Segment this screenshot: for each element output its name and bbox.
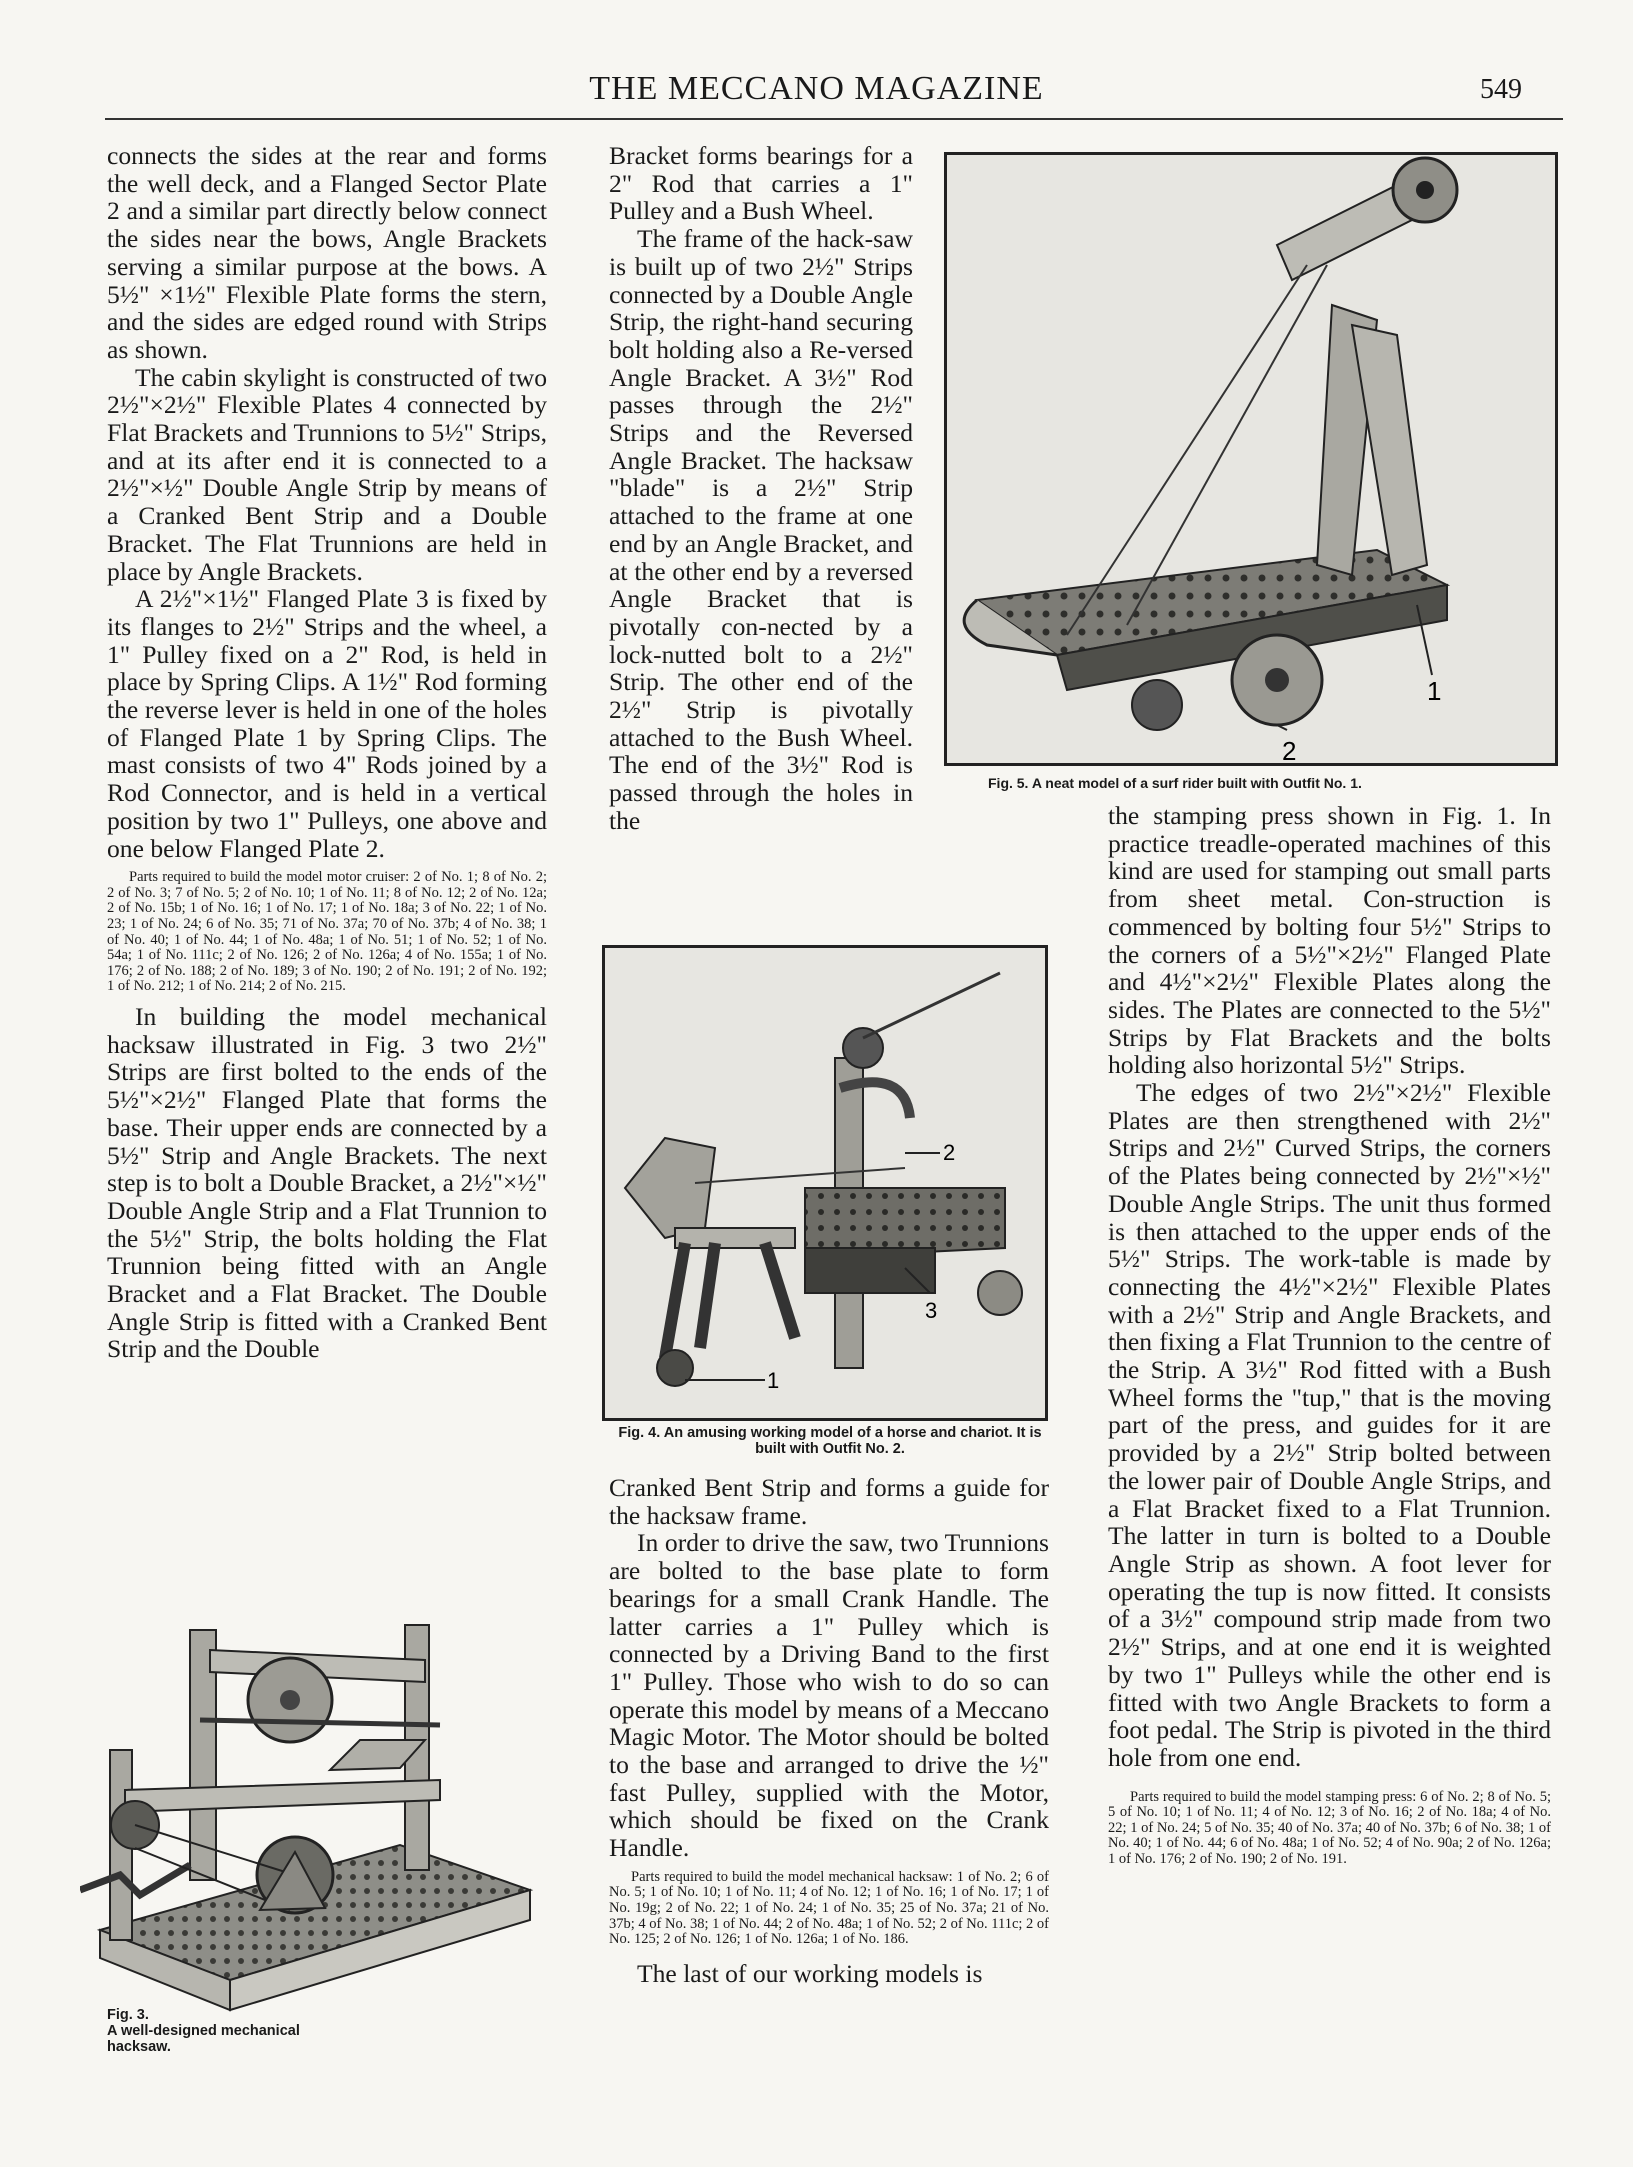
header-rule: [105, 118, 1563, 120]
column-3: [1108, 802, 1551, 1876]
magazine-title: THE MECCANO MAGAZINE: [589, 70, 1044, 107]
page-number: 549: [1480, 74, 1522, 105]
paragraph: In building the model mechanical hacksaw illustrated in Fig. 3 two 2½" Strips are first bolted to the ends of the 5½"×2½" Flanged Plate that forms the base. Their upper ends are connected by a 5½" Strip and Angle Brackets. The next step is to bolt a Double Bracket, a 2½"×½" Double Angle Strip and a Flat Trunnion to the 5½" Strip, the bolts holding the Flat Trunnion being fitted with an Angle Bracket and a Flat Bracket. The Double Angle Strip is fitted with a Cranked Bent Strip and the Double: [107, 1002, 547, 1364]
fig5-label-2: 2: [1282, 736, 1297, 763]
paragraph: the stamping press shown in Fig. 1. In practice treadle-operated machines of this kind are used for stamping out small parts from sheet metal. Con-struction is commenced by bolting four 5½" Strips to the corners of a 5½"×2½" Flanged Plate and 4½"×2½" Flexible Plates along the sides. The Plates are connected to the 5½" Strips by Flat Brackets and the bolts holding also horizontal 5½" Strips.: [1108, 801, 1551, 1080]
fig5-surf-rider-photo: [944, 152, 1558, 766]
fig3-caption: Fig. 3. A well-designed mechanical hacksaw.: [107, 2007, 300, 2055]
paragraph: The frame of the hack-saw is built up of two 2½" Strips connected by a Double Angle Strip, the right-hand securing bolt holding also a Re-versed Angle Bracket. A 3½" Rod passes through the 2½" Strips and the Reversed Angle Bracket. The hacksaw "blade" is a 2½" Strip attached to the frame at one end by an Angle Bracket, and at the other end by a reversed Angle Bracket that is pivotally con-nected by a lock-nutted bolt to a 2½" Strip. The other end of the 2½" Strip is pivotally attached to the Bush Wheel. The end of the 3½" Rod is passed through the holes in the: [609, 224, 913, 835]
parts-list-motor-cruiser: Parts required to build the model motor cruiser: 2 of No. 1; 8 of No. 2; 2 of No. 3; 7 of No. 5; 2 of No. 10; 1 of No. 11; 8 of No. 12; 2 of No. 12a; 2 of No. 15b; 1 of No. 16; 1 of No. 17; 1 of No. 18a; 3 of No. 22; 1 of No. 23; 1 of No. 24; 6 of No. 35; 71 of No. 37a; 70 of No. 37b; 4 of No. 38; 1 of No. 40; 1 of No. 44; 1 of No. 48a; 1 of No. 51; 1 of No. 52; 1 of No. 54a; 1 of No. 111c; 2 of No. 126; 2 of No. 126a; 4 of No. 155a; 1 of No. 176; 2 of No. 188; 2 of No. 189; 3 of No. 190; 2 of No. 191; 2 of No. 192; 1 of No. 212; 1 of No. 214; 2 of No. 215.: [107, 869, 547, 995]
paragraph: In order to drive the saw, two Trunnions are bolted to the base plate to form bearings for a small Crank Handle. The latter carries a 1" Pulley which is connected by a Driving Band to the first 1" Pulley. Those who wish to do so can operate this model by means of a Meccano Magic Motor. The Motor should be bolted to the base and arranged to drive the ½" fast Pulley, supplied with the Motor, which should be fixed on the Crank Handle.: [609, 1528, 1049, 1863]
parts-list-hacksaw: Parts required to build the model mechanical hacksaw: 1 of No. 2; 6 of No. 5; 1 of No. 10; 1 of No. 11; 4 of No. 12; 1 of No. 16; 1 of No. 17; 1 of No. 19g; 2 of No. 22; 1 of No. 24; 1 of No. 35; 25 of No. 37a; 21 of No. 37b; 4 of No. 38; 1 of No. 44; 2 of No. 48a; 1 of No. 52; 2 of No. 111c; 2 of No. 125; 2 of No. 126; 1 of No. 126a; 1 of No. 186.: [609, 1868, 1049, 1948]
paragraph: The edges of two 2½"×2½" Flexible Plates are then strengthened with 2½" Strips and 2½" Curved Strips, the corners of the Plates being connected by 2½"×½" Double Angle Strips. The unit thus formed is then attached to the upper ends of the 5½" Strips. The work-table is made by connecting the 4½"×2½" Flexible Plates with a 2½" Strip and Angle Brackets, and then fixing a Flat Trunnion to the centre of the Strip. A 3½" Rod fitted with a Bush Wheel forms the "tup," that is the moving part of the press, and guides for it are provided by a 2½" Strip bolted between the lower pair of Double Angle Strips, and a Flat Bracket fixed to a Flat Trunnion. The latter in turn is bolted to a Double Angle Strip as shown. A foot lever for operating the tup is now fitted. It consists of a 3½" compound strip made from two 2½" Strips, and at one end it is weighted by two 1" Pulleys while the other end is fitted with two Angle Brackets to form a foot pedal. The Strip is pivoted in the third hole from one end.: [1108, 1078, 1551, 1772]
paragraph: The last of our working models is: [637, 1958, 983, 1988]
fig4-label-3: 3: [925, 1298, 938, 1323]
fig4-label-1: 1: [767, 1368, 780, 1393]
column-2-top: [609, 142, 913, 835]
paragraph: The cabin skylight is constructed of two 2½"×2½" Flexible Plates 4 connected by Flat Brackets and Trunnions to 5½" Strips, and at its after end it is connected to a 2½"×½" Double Angle Strip by means of a Cranked Bent Strip and a Double Bracket. The Flat Trunnions are held in place by Angle Brackets.: [107, 362, 547, 586]
fig4-label-2: 2: [943, 1140, 956, 1165]
paragraph: A 2½"×1½" Flanged Plate 3 is fixed by its flanges to 2½" Strips and the wheel, a 1" Pulley fixed on a 2" Rod, is held in place by Spring Clips. A 1½" Rod forming the reverse lever is held in one of the holes of Flanged Plate 1 by Spring Clips. The mast consists of two 4" Rods joined by a Rod Connector, and is held in a vertical position by two 1" Pulleys, one above and one below Flanged Plate 2.: [107, 584, 547, 863]
column-1: [107, 142, 547, 1363]
fig5-caption: Fig. 5. A neat model of a surf rider built with Outfit No. 1.: [988, 775, 1362, 791]
fig5-label-1: 1: [1427, 676, 1442, 706]
paragraph: connects the sides at the rear and forms the well deck, and a Flanged Sector Plate 2 and a similar part directly below connect the sides near the bows, Angle Brackets serving a similar purpose at the bows. A 5½" ×1½" Flexible Plate forms the stern, and the sides are edged round with Strips as shown.: [107, 141, 547, 364]
fig4-horse-chariot-photo: [602, 945, 1048, 1421]
parts-list-stamping-press: Parts required to build the model stamping press: 6 of No. 2; 8 of No. 5; 5 of No. 10; 1 of No. 11; 4 of No. 12; 3 of No. 16; 2 of No. 18a; 4 of No. 22; 1 of No. 24; 5 of No. 35; 40 of No. 37a; 40 of No. 37b; 6 of No. 38; 1 of No. 40; 1 of No. 44; 6 of No. 48a; 1 of No. 52; 4 of No. 90a; 2 of No. 126a; 1 of No. 176; 2 of No. 190; 2 of No. 191.: [1108, 1788, 1551, 1867]
fig4-caption: Fig. 4. An amusing working model of a horse and chariot. It is built with Outfit No. 2.: [618, 1425, 1042, 1457]
fig3-hacksaw-illustration: [80, 1590, 550, 2030]
column-2-lower: [609, 1474, 1049, 1988]
paragraph: Cranked Bent Strip and forms a guide for the hacksaw frame.: [609, 1473, 1049, 1530]
paragraph: Bracket forms bearings for a 2" Rod that carries a 1" Pulley and a Bush Wheel.: [609, 141, 913, 226]
